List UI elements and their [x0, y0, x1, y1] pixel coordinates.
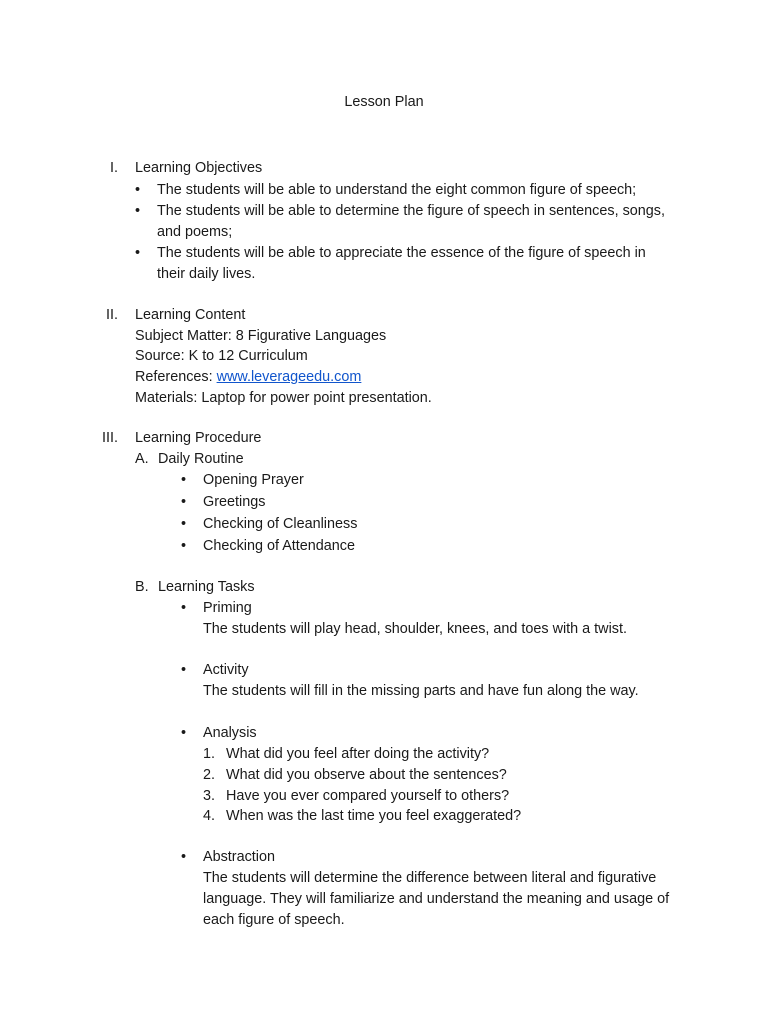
subject-matter: Subject Matter: 8 Figurative Languages	[135, 328, 387, 344]
section-heading-procedure: Learning Procedure	[135, 430, 262, 446]
task-title: Analysis	[203, 725, 257, 741]
bullet-icon: •	[181, 472, 187, 488]
objective-text: The students will be able to understand the eight common figure of speech;	[157, 182, 637, 198]
references-link[interactable]: www.leverageedu.com	[216, 369, 362, 385]
objective-text: The students will be able to appreciate the essence of the figure of speech in their daily lives.	[157, 245, 646, 282]
task-description: The students will determine the difference between literal and figurative language. They will familiarize and understand the meaning and usage of each figure of speech.	[203, 870, 670, 928]
task-title: Activity	[203, 662, 249, 678]
task-description: The students will play head, shoulder, knees, and toes with a twist.	[203, 621, 627, 637]
bullet-icon: •	[135, 182, 141, 198]
question-text: Have you ever compared yourself to others?	[226, 788, 510, 804]
bullet-icon: •	[181, 516, 187, 532]
bullet-icon: •	[181, 600, 187, 616]
source: Source: K to 12 Curriculum	[135, 348, 308, 364]
bullet-icon: •	[135, 203, 141, 219]
routine-text: Checking of Attendance	[203, 538, 356, 554]
section-heading-content: Learning Content	[135, 307, 246, 323]
references	[135, 367, 361, 388]
routine-text: Opening Prayer	[203, 472, 304, 488]
section-numeral: II.	[106, 307, 118, 323]
task-description: The students will fill in the missing parts and have fun along the way.	[203, 683, 639, 699]
bullet-icon: •	[181, 725, 187, 741]
routine-text: Greetings	[203, 494, 266, 510]
section-numeral: III.	[102, 430, 118, 446]
subsection-heading: Learning Tasks	[158, 579, 255, 595]
bullet-icon: •	[135, 245, 141, 261]
question-number: 1.	[203, 746, 216, 762]
objective-text: The students will be able to determine the figure of speech in sentences, songs, and poems;	[157, 203, 665, 240]
question-number: 4.	[203, 808, 216, 824]
subsection-heading: Daily Routine	[158, 451, 244, 467]
bullet-icon: •	[181, 849, 187, 865]
bullet-icon: •	[181, 538, 187, 554]
materials: Materials: Laptop for power point presentation.	[135, 390, 432, 406]
section-heading-objectives: Learning Objectives	[135, 160, 263, 176]
question-number: 2.	[203, 767, 216, 783]
question-text: What did you observe about the sentences?	[226, 767, 507, 783]
bullet-icon: •	[181, 494, 187, 510]
routine-text: Checking of Cleanliness	[203, 516, 358, 532]
section-numeral: I.	[110, 160, 118, 176]
page-title: Lesson Plan	[344, 94, 424, 110]
subsection-letter: B.	[135, 579, 149, 595]
task-title: Priming	[203, 600, 252, 616]
question-text: What did you feel after doing the activity?	[226, 746, 490, 762]
subsection-letter: A.	[135, 451, 149, 467]
task-title: Abstraction	[203, 849, 275, 865]
question-number: 3.	[203, 788, 216, 804]
references-label: References:	[135, 369, 217, 385]
bullet-icon: •	[181, 662, 187, 678]
question-text: When was the last time you feel exaggerated?	[226, 808, 522, 824]
